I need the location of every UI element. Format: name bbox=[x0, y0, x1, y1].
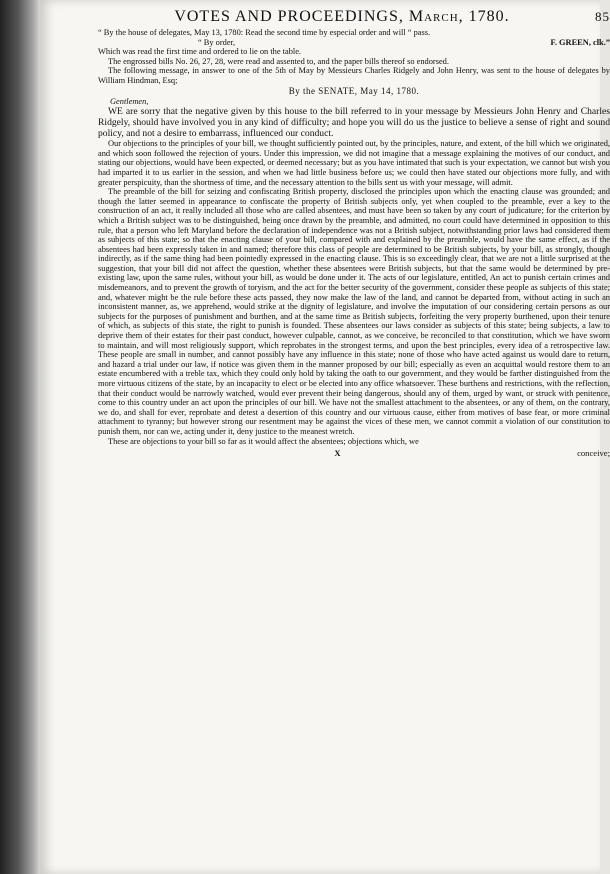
senate-dateline: By the SENATE, May 14, 1780. bbox=[288, 85, 420, 96]
clerk-signature: F. GREEN, clk.” bbox=[550, 37, 610, 47]
document-page bbox=[40, 0, 610, 874]
message-paragraph: These are objections to your bill so far as it would affect the absentees; objections which, we bbox=[108, 436, 419, 446]
order-signature-row bbox=[98, 38, 610, 48]
house-delegates-quote: “ By the house of delegates, May 13, 1780: Read the second time by especial order and will “ pass. bbox=[98, 28, 431, 37]
by-order-text: “ By order, bbox=[198, 37, 236, 47]
message-paragraph: WE are sorry that the negative given by this house to the bill referred to in your message by Messieurs John Henry and Charles Ridgely, should have involved you in any kind of difficulty; and hope you will do us the justice to believe a sense of right and sound policy, and not a desire to embarrass, influenced our conduct. bbox=[98, 106, 610, 140]
signature-mark: X bbox=[334, 448, 341, 459]
message-paragraph: The preamble of the bill for seizing and confiscating British property, disclosed the principles upon which the enacting clause was grounded; and though the latter seemed in appearance to confiscate the property of British subjects only, yet when coupled to the preamble, ever a key to the construction of an act, it really included all those who are called absentees, and must have been so taken by any court of judicature; for the criterion by which a British subject was to be distinguished, being once drawn by the preamble, and admitted, no court could have determined in opposition to this rule, that a person who left Maryland before the declaration of independence was not a British subject, notwithstanding prior laws had considered them as subjects of this state; so that the enacting clause of your bill, compared with and explained by the preamble, would have the same effect, as if the absentees had been expressly taken in and named; therefore this class of people are determined to be British subjects, by your bill, as strongly, though indirectly, as if the same thing had been pointedly expressed in the enacting clause. This is so exceedingly clear, that we are not a little surprised at the suggestion, that your bill did not affect the question, whether these absentees were British subjects, but that the same would be determined by pre-existing law, upon the same rules, without your bill, as would be done under it. The acts of our legislature, entitled, An act to punish certain crimes and misdemeanors, and to prevent the growth of toryism, and the act for the better security of the government, consider these people as subjects of this state; and, whatever might be the rule before these acts passed, they now make the law of the land, and cannot be departed from, without acting in such an inconsistent manner, as, we apprehend, would strike at the dignity of legislature, and involve the imputation of our considering certain persons as our subjects for the purposes of punishment and burthen, and at the same time as British subjects, forfeiting the very property burthened, upon their tenure of which, as subjects of this state, the right to punish is founded. These absentees our laws consider as subjects of this state; being subjects, a law to deprive them of their estates for their past conduct, however culpable, cannot, as we conceive, be reconciled to that constitution, which we have sworn to maintain, and will most religiously support, which reprobates in the strongest terms, and upon the best principles, every idea of a retrospective law. These people are small in number, and cannot possibly have any influence in this state; none of those who have acted against us would dare to return, and hazard a trial under our law, if notice was given them in the manner proposed by our bill; especially as even an acquittal would restore them to an estate encumbered with a treble tax, which they could only hold by taking the oath to our government, and they would be farther distinguished from the more virtuous citizens of the state, by an incapacity to elect or be elected into any office whatsoever. These burthens and restrictions, with the reflection, that their conduct would be narrowly watched, would ever prevent their being dangerous, should any of them, urged by want, or struck with penitence, come to this country under an act upon the principles of our bill. We have not the smallest attachment to the absentees, or any of them, on the contrary, we do, and shall for ever, reprobate and detest a desertion of this country and our virtuous cause, either from motives of base fear, or more criminal attachment to tyranny; but however strong our resentment may be against the vices of these men, we cannot commit a violation of our constitution to punish them, nor can we, acting under it, deny justice to the meanest wretch. bbox=[98, 187, 610, 436]
page-content bbox=[98, 8, 610, 458]
first-reading-note: Which was read the first time and ordered to lie on the table. bbox=[98, 47, 302, 57]
message-intro: The following message, in answer to one of the 5th of May by Messieurs Charles Ridgely and John Henry, was sent to the house of delegates by William Hindman, Esq; bbox=[98, 66, 610, 85]
catchword: conceive; bbox=[577, 448, 610, 459]
running-header bbox=[98, 8, 610, 26]
page-footer bbox=[98, 448, 610, 458]
book-binding-shadow bbox=[0, 0, 42, 874]
engrossed-bills-note: The engrossed bills No. 26, 27, 28, were read and assented to, and the paper bills thereof so endorsed. bbox=[108, 56, 449, 66]
message-paragraph: Our objections to the principles of your bill, we thought sufficiently pointed out, by the principles, nature, and extent, of the bill which we originated, and which soon followed the rejection of yours. Under this impression, we did not imagine that a message explaining the motives of our conduct, and stating our objections, would have been expected, or deemed necessary; but as you have intimated that such is your expectation, we cannot but wish you had imparted it to us earlier in the session, and when we had little business before us; we could then have stated our objections more fully, and with greater perspicuity, than the shortness of time, and the necessary attention to the bills sent us with your message, will admit. bbox=[98, 139, 610, 187]
page-header-title: VOTES AND PROCEEDINGS, March, 1780. bbox=[174, 8, 510, 25]
page-number: 85 bbox=[595, 9, 610, 24]
salutation: Gentlemen, bbox=[110, 96, 149, 106]
